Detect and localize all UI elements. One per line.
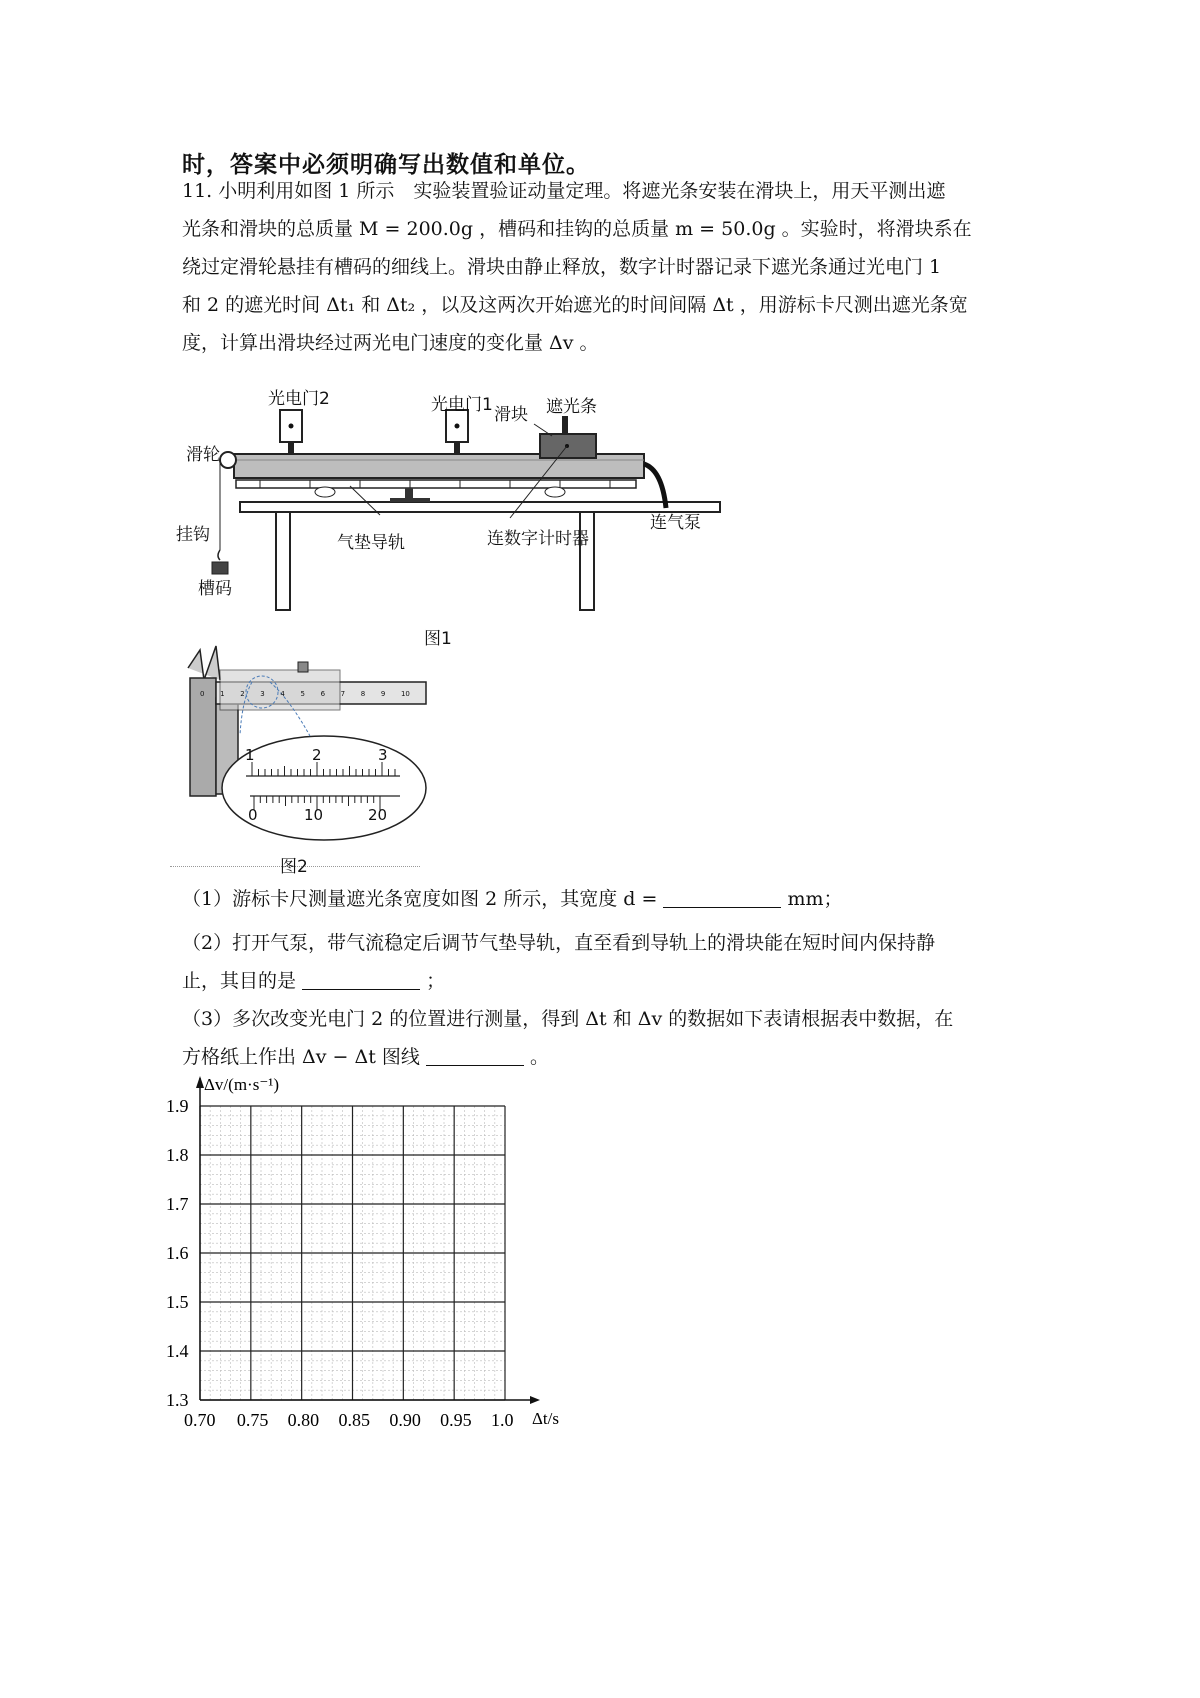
chart-svg [160,1070,580,1450]
label-slider: 滑块 [494,405,528,425]
answer-blank-3[interactable] [426,1047,524,1066]
label-pulley: 滑轮 [186,445,220,465]
y-tick-label: 1.7 [166,1194,189,1214]
body-tick-4: 4 [280,690,285,698]
label-pump: 连气泵 [650,513,701,533]
y-tick-label: 1.8 [166,1145,189,1165]
body-tick-3: 3 [260,690,265,698]
major-grid [200,1106,505,1400]
y-tick-label: 1.4 [166,1341,189,1361]
body-tick-7: 7 [340,690,346,698]
vernier-label-0: 0 [248,806,258,824]
main-scale-label-1: 1 [245,746,255,764]
body-tick-6: 6 [320,690,326,698]
label-shade: 遮光条 [546,397,597,417]
caliper-body-scale [200,690,410,700]
label-track: 气垫导轨 [337,533,405,553]
y-tick-label: 1.9 [166,1096,189,1116]
label-hook: 挂钩 [176,525,210,545]
question-line-4: 和 2 的遮光时间 Δt₁ 和 Δt₂ ，以及这两次开始遮光的时间间隔 Δt ，用游标卡尺测出遮光条宽 [182,294,968,316]
x-tick-label: 0.75 [236,1410,269,1430]
body-tick-5: 5 [300,690,305,698]
question-line-5: 度，计算出滑块经过两光电门速度的变化量 Δv 。 [182,332,599,354]
y-axis-label: Δv/(m·s⁻¹) [204,1075,280,1094]
x-tick-label: 1.0 [491,1410,514,1430]
x-tick-label: 0.85 [338,1410,370,1430]
x-tick-label: 0.95 [440,1410,472,1430]
label-gate-1: 光电门1 [431,395,493,415]
question-line-2: 光条和滑块的总质量 M = 200.0g ，槽码和挂钩的总质量 m = 50.0g 。实验时，将滑块系在 [182,218,972,240]
body-tick-8: 8 [360,690,366,698]
part-2-text: 止，其目的是 [182,970,297,992]
figure-1-caption: 图1 [424,629,452,649]
x-axis-label: Δt/s [532,1409,559,1428]
body-tick-9: 9 [380,690,386,698]
part-1 [182,884,843,911]
figure-2-caption: 图2 [280,857,308,877]
label-timer: 连数字计时器 [487,529,589,549]
part-3-text: 方格纸上作出 Δv − Δt 图线 [182,1046,420,1068]
main-scale-label-2: 2 [312,746,322,764]
vernier-label-20: 20 [368,806,388,824]
part-3-line-2 [182,1042,549,1069]
label-weight: 槽码 [198,579,232,599]
answer-blank-2[interactable] [302,971,420,990]
y-axis-arrow [196,1076,204,1088]
x-tick-label: 0.90 [389,1410,421,1430]
x-axis-arrow [530,1396,540,1404]
y-tick-label: 1.3 [166,1390,189,1410]
main-scale-label-3: 3 [378,746,388,764]
question-line-1: 11. 小明利用如图 1 所示 实验装置验证动量定理。将遮光条安装在滑块上，用天平测出遮 [182,180,946,202]
section-heading: 时，答案中必须明确写出数值和单位。 [182,152,590,178]
part-2-line-1: （2）打开气泵，带气流稳定后调节气垫导轨，直至看到导轨上的滑块能在短时间内保持静 [182,932,936,954]
part-1-unit: mm； [787,888,843,910]
body-tick-2: 2 [240,690,245,698]
y-tick-label: 1.6 [166,1243,189,1263]
x-tick-label: 0.80 [287,1410,320,1430]
body-tick-0: 0 [200,690,205,698]
question-line-3: 绕过定滑轮悬挂有槽码的细线上。滑块由静止释放，数字计时器记录下遮光条通过光电门 1 [182,256,942,278]
body-tick-10: 10 [400,690,410,698]
vernier-label-10: 10 [304,806,324,824]
x-tick-label: 0.70 [184,1410,216,1430]
part-3-line-1: （3）多次改变光电门 2 的位置进行测量，得到 Δt 和 Δv 的数据如下表请根据表中数据，在 [182,1008,954,1030]
graph-paper-chart [160,1070,580,1450]
answer-blank-1[interactable] [663,889,781,908]
body-tick-1: 1 [220,690,225,698]
y-tick-label: 1.5 [166,1292,189,1312]
label-gate-2: 光电门2 [268,389,330,409]
part-2-line-2 [182,966,445,993]
part-2-end: ； [426,970,446,992]
part-3-end: 。 [529,1046,549,1068]
part-1-text: （1）游标卡尺测量遮光条宽度如图 2 所示，其宽度 d = [182,888,658,910]
